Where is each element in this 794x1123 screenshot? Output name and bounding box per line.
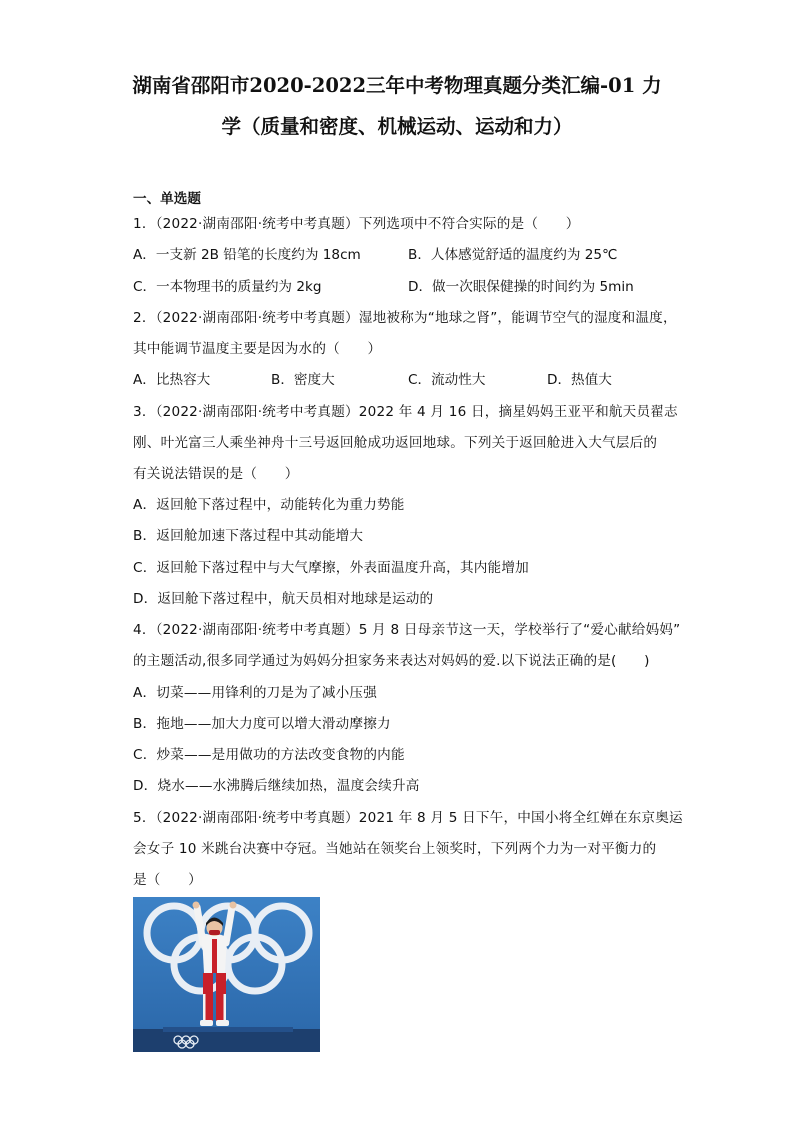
question-2-option-c: C．流动性大: [408, 372, 486, 388]
question-2-option-a: A．比热容大: [133, 372, 211, 388]
question-4-option-a: A．切菜——用锋利的刀是为了减小压强: [133, 685, 377, 701]
question-4-option-b: B．拖地——加大力度可以增大滑动摩擦力: [133, 716, 391, 732]
question-3-stem-line-3: 有关说法错误的是（ ）: [133, 466, 299, 482]
question-3-stem-line-1: 3．（2022·湖南邵阳·统考中考真题）2022 年 4 月 16 日，摘星妈妈王亚平和航天员翟志: [133, 404, 678, 420]
section-heading: 一、单选题: [133, 191, 201, 207]
question-4-stem-line-2: 的主题活动,很多同学通过为妈妈分担家务来表达对妈妈的爱.以下说法正确的是( ): [133, 653, 650, 669]
question-1-option-a: A．一支新 2B 铅笔的长度约为 18cm: [133, 247, 361, 263]
question-5-stem-line-2: 会女子 10 米跳台决赛中夺冠。当她站在领奖台上领奖时，下列两个力为一对平衡力的: [133, 841, 657, 857]
question-5-stem-line-3: 是（ ）: [133, 872, 202, 888]
question-5-stem-line-1: 5．（2022·湖南邵阳·统考中考真题）2021 年 8 月 5 日下午，中国小将全红婵在东京奥运: [133, 810, 683, 826]
podium-base: [133, 1029, 320, 1052]
question-4-option-d: D．烧水——水沸腾后继续加热，温度会续升高: [133, 778, 420, 794]
question-1-option-c: C．一本物理书的质量约为 2kg: [133, 279, 322, 295]
question-2-option-b: B．密度大: [271, 372, 335, 388]
question-3-option-b: B．返回舱加速下落过程中其动能增大: [133, 528, 364, 544]
question-4-stem-line-1: 4．（2022·湖南邵阳·统考中考真题）5 月 8 日母亲节这一天，学校举行了“爱心献给妈妈”: [133, 622, 681, 638]
doc-title-line-2: 学（质量和密度、机械运动、运动和力）: [221, 115, 573, 138]
question-3-option-d: D．返回舱下落过程中，航天员相对地球是运动的: [133, 591, 434, 607]
question-3-option-a: A．返回舱下落过程中，动能转化为重力势能: [133, 497, 405, 513]
question-2-stem-line-2: 其中能调节温度主要是因为水的（ ）: [133, 341, 382, 357]
question-3-stem-line-2: 刚、叶光富三人乘坐神舟十三号返回舱成功返回地球。下列关于返回舱进入大气层后的: [133, 435, 658, 451]
podium-photo: [133, 897, 320, 1052]
question-1-option-b: B．人体感觉舒适的温度约为 25℃: [408, 247, 618, 263]
question-2-stem-line-1: 2．（2022·湖南邵阳·统考中考真题）湿地被称为“地球之肾”，能调节空气的湿度和温度，: [133, 310, 677, 326]
question-2-option-d: D．热值大: [547, 372, 612, 388]
athlete-on-podium-image: [133, 897, 320, 1052]
doc-title-line-1: 湖南省邵阳市2020-2022三年中考物理真题分类汇编-01 力: [132, 74, 662, 97]
question-1-option-d: D．做一次眼保健操的时间约为 5min: [408, 279, 634, 295]
question-1-stem: 1．（2022·湖南邵阳·统考中考真题）下列选项中不符合实际的是（ ）: [133, 216, 580, 232]
question-4-option-c: C．炒菜——是用做功的方法改变食物的内能: [133, 747, 405, 763]
question-3-option-c: C．返回舱下落过程中与大气摩擦，外表面温度升高，其内能增加: [133, 560, 529, 576]
